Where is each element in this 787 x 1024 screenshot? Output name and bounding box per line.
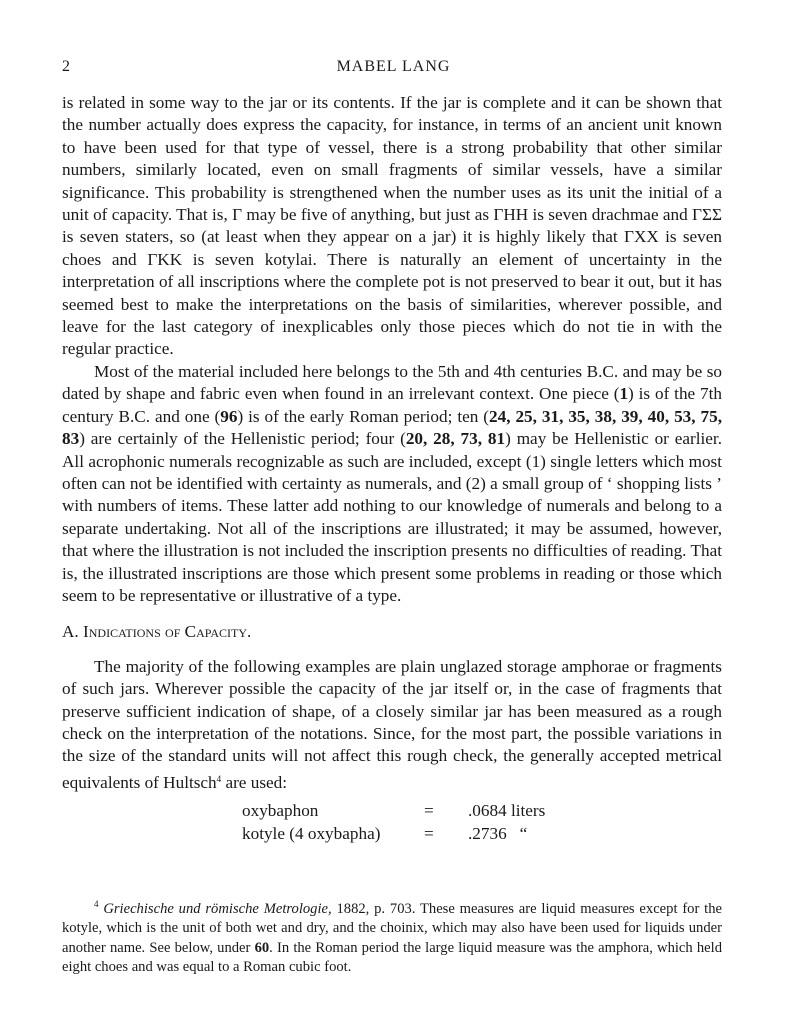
measure-row: oxybaphon = .0684 liters — [242, 801, 546, 821]
running-title: MABEL LANG — [336, 58, 451, 75]
section-heading: A. Indications of Capacity. — [62, 622, 252, 642]
footnote: $^4$ Griechische und römische Metrologie, 1882, p. 703. These measures are liquid measures except for the kotyle, which is the unit of both wet and dry, and the choinix, which may also have been used for liquids under another name. See below, under 60. In the Roman period the large liquid measure was the amphora, which held eight choes and was equal to a Roman cubic foot. — [62, 899, 722, 976]
footnote-marker: 4 — [216, 773, 222, 784]
main-text — [62, 92, 722, 845]
paragraph-3: The majority of the following examples are plain unglazed storage amphorae or fragments of such jars. Wherever possible the capacity of the jar itself or, in the case of fragments that preserve sufficient indication of shape, of a closely similar jar has been measured as a rough check on the interpretation of the notations. Since, for the most part, the possible variations in the size of the standard units will not affect this rough check, the generally accepted metrical equivalents of Hultsch$^4$ are used: — [62, 656, 722, 792]
paragraph-1: is related in some way to the jar or its contents. If the jar is complete and it can be shown that the number actually does express the capacity, for instance, in terms of an ancient unit known to have been used for that type of vessel, there is a strong probability that other similar numbers, similarly located, even on small fragments of similar vessels, have a similar significance. This probability is strengthened when the number uses as its unit the initial of a unit of capacity. That is, Γ may be five of anything, but just as ΓΗΗ is seven drachmae and ΓΣΣ is seven staters, so (at least when they appear on a jar) it is highly likely that ΓXX is seven choes and ΓKK is seven kotylai. There is naturally an element of uncertainty in the interpretation of all inscriptions where the complete pot is not preserved to bear it out, but it has seemed best to make the interpretations on the basis of similarities, wherever possible, and leave for the last category of inexplicables only those pieces which do not tie in with the regular practice. — [62, 93, 722, 359]
page-number: 2 — [62, 58, 70, 75]
page-header — [62, 58, 725, 82]
measures-table — [242, 800, 722, 845]
measure-row: kotyle (4 oxybapha) = .2736 “ — [242, 823, 528, 843]
paragraph-2: Most of the material included here belongs to the 5th and 4th centuries B.C. and may be so dated by shape and fabric even when found in an irrelevant context. One piece (1) is of the 7th century B.C. and one (96) is of the early Roman period; ten (24, 25, 31, 35, 38, 39, 40, 53, 75, 83) are certainly of the Hellenistic period; four (20, 28, 73, 81) may be Hellenistic or earlier. All acrophonic numerals recognizable as such are included, except (1) single letters which most often can not be identified with certainty as numerals, and (2) a small group of ‘ shopping lists ’ with numbers of items. These latter add nothing to our knowledge of numerals and belong to a separate undertaking. Not all of the inscriptions are illustrated; it may be assumed, however, that where the illustration is not included the inscription presents no difficulties of reading. That is, the illustrated inscriptions are those which present some problems in reading or those which seem to be representative or illustrative of a type. — [62, 361, 723, 605]
